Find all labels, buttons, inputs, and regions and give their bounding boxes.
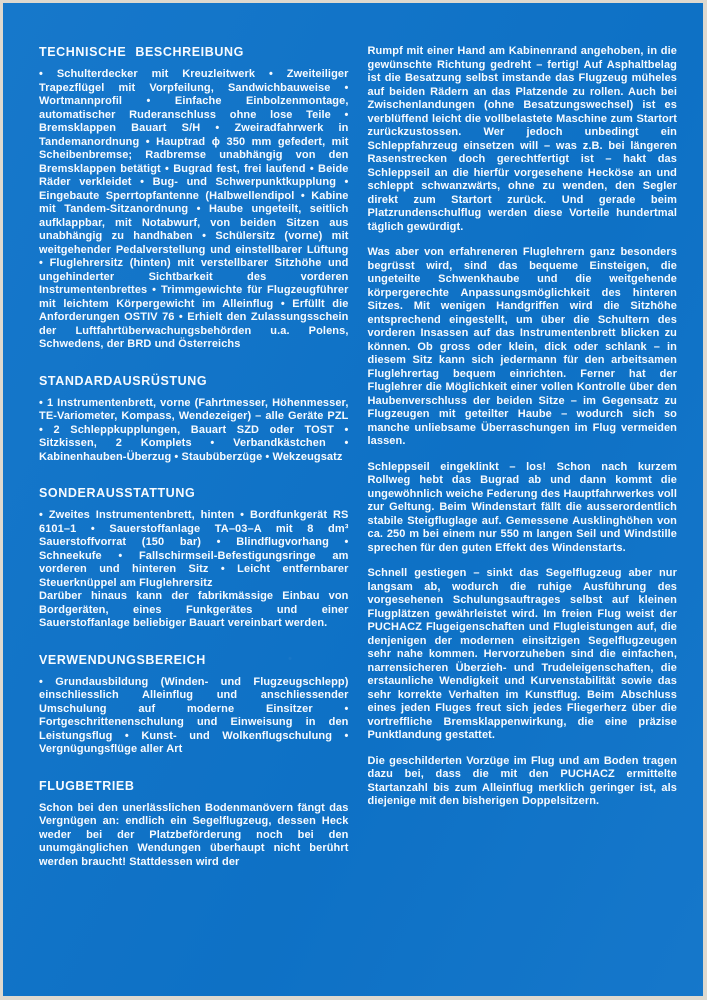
technical-description-paragraph: • Schulterdecker mit Kreuzleitwerk • Zweiteiliger Trapezflügel mit Vorpfeilung, Sandwichbauweise • Wortmannprofil • Einfache Einbolzenmontage, automatischer Ruderanschluss ohne lose Teile • Bremsklappen Bauart S/H • Zweiradfahrwerk in Tandemanordnung • Hauptrad ϕ 350 mm gefedert, mit Scheibenbremse; Radbremse unabhängig von den Bremsklappen betätigt • Bugrad fest, frei laufend • Beide Räder verkleidet • Bug- und Schwerpunktkupplung • Eingebaute Sperrtopfantenne (Halbwellendipol • Kabine mit Tandem-Sitzanordnung • Haube ungeteilt, seitlich aufklappbar, mit Notabwurf, von beiden Sitzen aus unabhängig zu handhaben • Schülersitz (vorne) mit weitgehender Pedalverstellung und einstellbarer Lüftung • Fluglehrersitz (hinten) mit verstellbarer Sitzhöhe und ungehinderter Sichtbarkeit des vorderen Instrumentenbrettes • Trimmgewichte für Flugzeugführer mit leichtem Körpergewicht im Alleinflug • Erfüllt die Anforderungen OSTIV 76 • Erhielt den Zulassungsschein der Luftfahrtüberwachungsbehörden u.a. Polens, Schwedens, der BRD und Österreichs [39,68,349,350]
section-heading-sonderausstattung: SONDERAUSSTATTUNG [39,486,196,500]
section-heading-flugbetrieb: FLUGBETRIEB [39,778,135,793]
section-heading-standardausruestung: STANDARDAUSRÜSTUNG [39,373,208,388]
section-heading-verwendungsbereich: VERWENDUNGSBEREICH [39,652,206,667]
flight-operations-paragraph: Schon bei den unerlässlichen Bodenmanövern fängt das Vergnügen an: endlich ein Segelflugzeug, dessen Heck weder bei der Platzbeförderung noch bei den unumgänglichen Wendungen überhaupt nicht berührt werden braucht! Stattdessen wird der [39,801,349,868]
section-technische-beschreibung [39,45,349,352]
page-content [3,3,703,869]
ground-handling-paragraph: Rumpf mit einer Hand am Kabinenrand angehoben, in die gewünschte Richtung gedreht – fertig! Auf Asphaltbelag ist die Besatzung selbst imstande das Flugzeug müheles auf beiden Rädern an das Platzende zu rollen. Auch bei Zwischenlandungen (ohne Besatzungswechsel) ist es verblüffend leicht die vollbelastete Maschine zum Startort zurückzustossen. Wer jedoch unbedingt ein Schleppfahrzeug einsetzen will – was z.B. bei längeren Rasenstrecken doch gerechtfertigt ist – hakt das Schleppseil an die hierfür vorgesehene Hecköse an und schleppt schwanzwärts, ohne zu wenden, den Segler direkt zum Startort zurück. Und gerade beim Platzrundenschulflug werden diese Vorteile hundertmal täglich gewürdigt. [367,45,677,233]
section-sonderausstattung [39,486,349,631]
right-column [368,45,678,869]
optional-equipment-note: Darüber hinaus kann der fabrikmässige Einbau von Bordgeräten, eines Funkgerätes und einer Sauerstoffanlage beliebiger Bauart vereinbart werden. [39,590,349,629]
standard-equipment-paragraph: • 1 Instrumentenbrett, vorne (Fahrtmesser, Höhenmesser, TE-Variometer, Kompass, Wendezeiger) – alle Geräte PZL • 2 Schleppkupplungen, Bauart SZD oder TOST • Sitzkissen, 2 Komplets • Verbandkästchen • Kabinenhauben-Überzug • Staubüberzüge • Wekzeugsatz [39,396,349,463]
instructor-comfort-paragraph: Was aber von erfahreneren Fluglehrern ganz besonders begrüsst wird, sind das bequeme Einsteigen, die ungeteilte Schwenkhaube und die weitgehende körpergerechte Anpassungsmöglichkeit des hinteren Sitzes. Mit wenigen Handgriffen wird die Sitzhöhe entsprechend eingestellt, um über die Schultern des vorderen Insassen auf das Instrumentenbrett blicken zu können. Ob gross oder klein, dick oder schlank – in diesem Sitz kann sich jedermann für den arbeitsamen Fluglehrertag bequem einrichten. Ferner hat der Fluglehrer die Möglichkeit einer vollen Kontrolle über den Haubenverschluss der beiden Sitze – im Gegensatz zu Flugzeugen mit geteilter Haube – wodurch sich so manche unliebsame Überraschungen im Flug vermeiden lassen. [367,246,677,447]
training-advantages-paragraph: Die geschilderten Vorzüge im Flug und am Boden tragen dazu bei, dass die mit den PUCHACZ ermittelte Startanzahl bis zum Alleinflug merklich geringer ist, als diejenige mit den bisherigen Doppelsitzern. [367,754,677,807]
section-verwendungsbereich [39,653,349,757]
left-column [39,45,349,869]
section-heading-technische-beschreibung: TECHNISCHE BESCHREIBUNG [39,45,244,59]
optional-equipment-paragraph: • Zweites Instrumentenbrett, hinten • Bordfunkgerät RS 6101–1 • Sauerstoffanlage TA–03–A mit 8 dm³ Sauerstoffvorrat (150 bar) • Blindflugvorhang • Schneekufe • Fallschirmseil-Befestigungsringe am vorderen und hinteren Sitz • Leicht entfernbarer Steuerknüppel am Fluglehrersitz [39,509,349,589]
section-standardausruestung [39,374,349,465]
section-flugbetrieb [39,779,349,870]
brochure-page [3,3,703,996]
flight-characteristics-paragraph: Schnell gestiegen – sinkt das Segelflugzeug aber nur langsam ab, wodurch die ruhige Ausführung des vorgesehenen Schulungsauftrages selbst auf kleinen Flugplätzen gewährleistet wird. Im freien Flug weist der PUCHACZ Flugeigenschaften und Flugleistungen auf, die denjenigen der modernen einsitzigen Segelflugzeugen sehr nahe kommen. Hervorzuheben sind die einfachen, narrensicheren Überzieh- und Trudeleigenschaften, die erstaunliche Wendigkeit und Kurvenstabilität sowie das sehr korrekte Verhalten im Kunstflug. Beim Abschluss eines jeden Fluges freut sich jedes Fliegerherz über die vortreffliche Bremsklappenwirkung, die eine präzise Punktlandung gestattet. [367,567,677,741]
usage-range-paragraph: • Grundausbildung (Winden- und Flugzeugschlepp) einschliesslich Alleinflug und anschliessender Umschulung auf moderne Einsitzer • Fortgeschrittenenschulung und Einweisung in den Leistungsflug • Kunst- und Wolkenflugschulung • Vergnügungsflüge aller Art [39,675,349,755]
winch-launch-paragraph: Schleppseil eingeklinkt – los! Schon nach kurzem Rollweg hebt das Bugrad ab und dann kommt die ungewöhnlich weiche Federung des Hauptfahrwerkes voll zur Geltung. Beim Windenstart fällt die ausserordentlich stabile Steigfluglage auf. Gemessene Ausklinghöhen von ca. 250 m bei einem nur 550 m langen Seil und Windstille sprechen für den guten Effekt des Windenstarts. [367,460,677,554]
